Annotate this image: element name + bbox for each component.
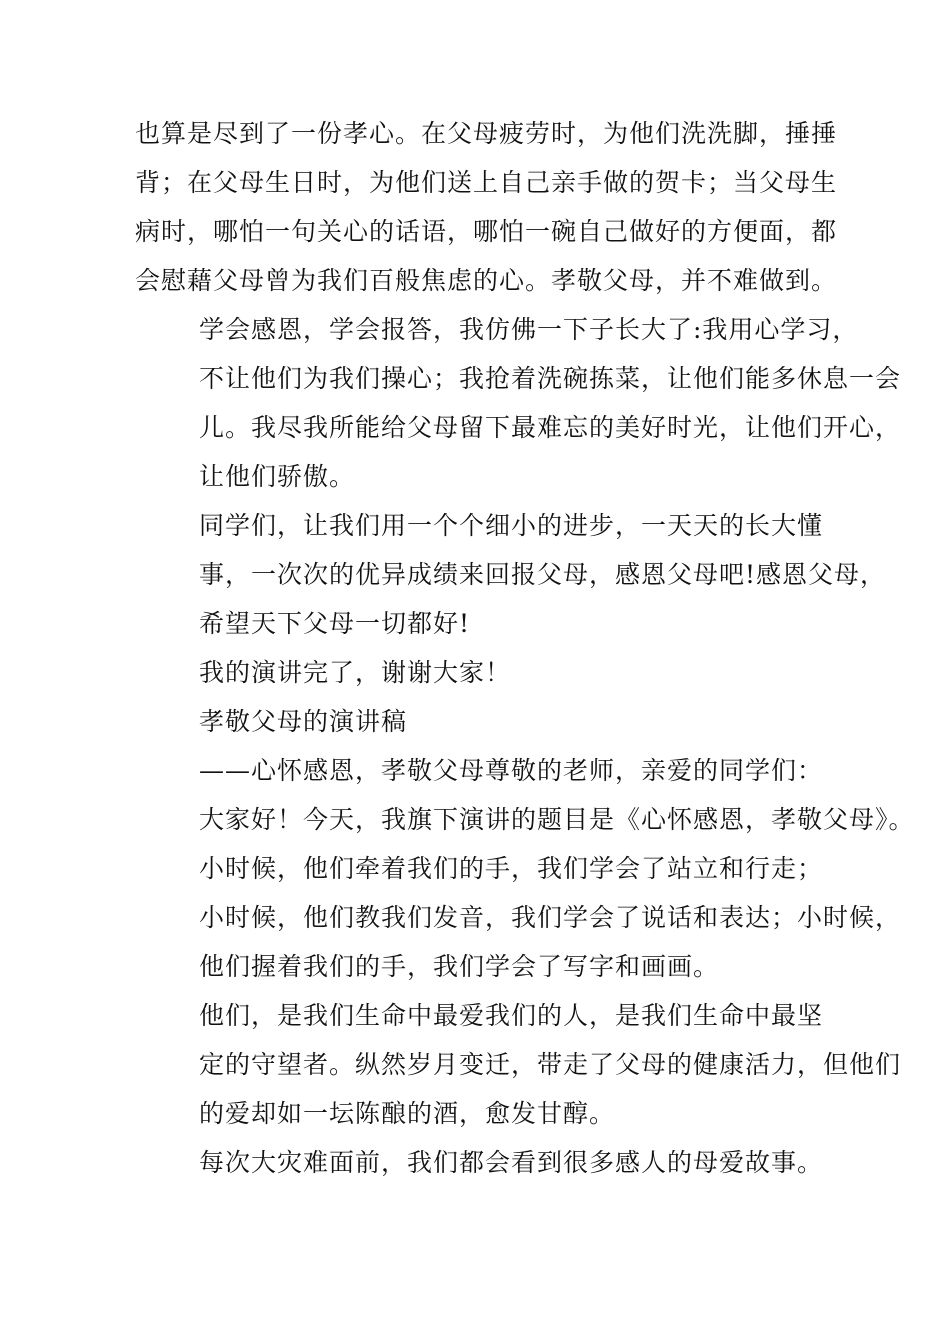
text-line: 病时，哪怕一句关心的话语，哪怕一碗自己做好的方便面，都 xyxy=(135,217,838,246)
text-line: 他们，是我们生命中最爱我们的人，是我们生命中最坚 xyxy=(199,1001,824,1030)
text-line: 大家好！今天，我旗下演讲的题目是《心怀感恩，孝敬父母》。 xyxy=(199,805,915,834)
text-line: ——心怀感恩，孝敬父母尊敬的老师，亲爱的同学们： xyxy=(199,756,824,785)
text-line: 希望天下父母一切都好! xyxy=(199,609,471,638)
text-line: 他们握着我们的手，我们学会了写字和画画。 xyxy=(199,952,720,981)
text-line: 我的演讲完了，谢谢大家！ xyxy=(199,658,512,687)
text-line: 会慰藉父母曾为我们百般焦虑的心。孝敬父母，并不难做到。 xyxy=(135,266,838,295)
paragraph xyxy=(135,697,835,746)
paragraph xyxy=(135,109,838,305)
text-line: 小时候，他们牵着我们的手，我们学会了站立和行走； xyxy=(199,854,824,883)
text-line: 不让他们为我们操心；我抢着洗碗拣菜，让他们能多休息一会 xyxy=(199,364,902,393)
text-line: 事，一次次的优异成绩来回报父母，感恩父母吧!感恩父母， xyxy=(199,560,887,589)
text-line: 的爱却如一坛陈酿的酒，愈发甘醇。 xyxy=(199,1099,616,1128)
text-line: 背；在父母生日时，为他们送上自己亲手做的贺卡；当父母生 xyxy=(135,168,838,197)
text-line: 让他们骄傲。 xyxy=(199,462,356,491)
paragraph xyxy=(135,991,902,1138)
text-line: 同学们，让我们用一个个细小的进步，一天天的长大懂 xyxy=(199,511,824,540)
paragraph xyxy=(135,305,902,501)
paragraph xyxy=(135,844,902,991)
text-line: 儿。我尽我所能给父母留下最难忘的美好时光，让他们开心， xyxy=(199,413,902,442)
text-line: 也算是尽到了一份孝心。在父母疲劳时，为他们洗洗脚，捶捶 xyxy=(135,119,838,148)
paragraph xyxy=(135,501,887,648)
text-line: 每次大灾难面前，我们都会看到很多感人的母爱故事。 xyxy=(199,1148,824,1177)
text-line: 孝敬父母的演讲稿 xyxy=(199,707,408,736)
text-line: 定的守望者。纵然岁月变迁，带走了父母的健康活力，但他们 xyxy=(199,1050,902,1079)
paragraph xyxy=(135,746,915,844)
text-line: 小时候，他们教我们发音，我们学会了说话和表达；小时候， xyxy=(199,903,902,932)
document-body xyxy=(135,109,915,1187)
text-line: 学会感恩，学会报答，我仿佛一下子长大了:我用心学习， xyxy=(199,315,859,344)
paragraph xyxy=(135,1138,835,1187)
paragraph xyxy=(135,648,835,697)
